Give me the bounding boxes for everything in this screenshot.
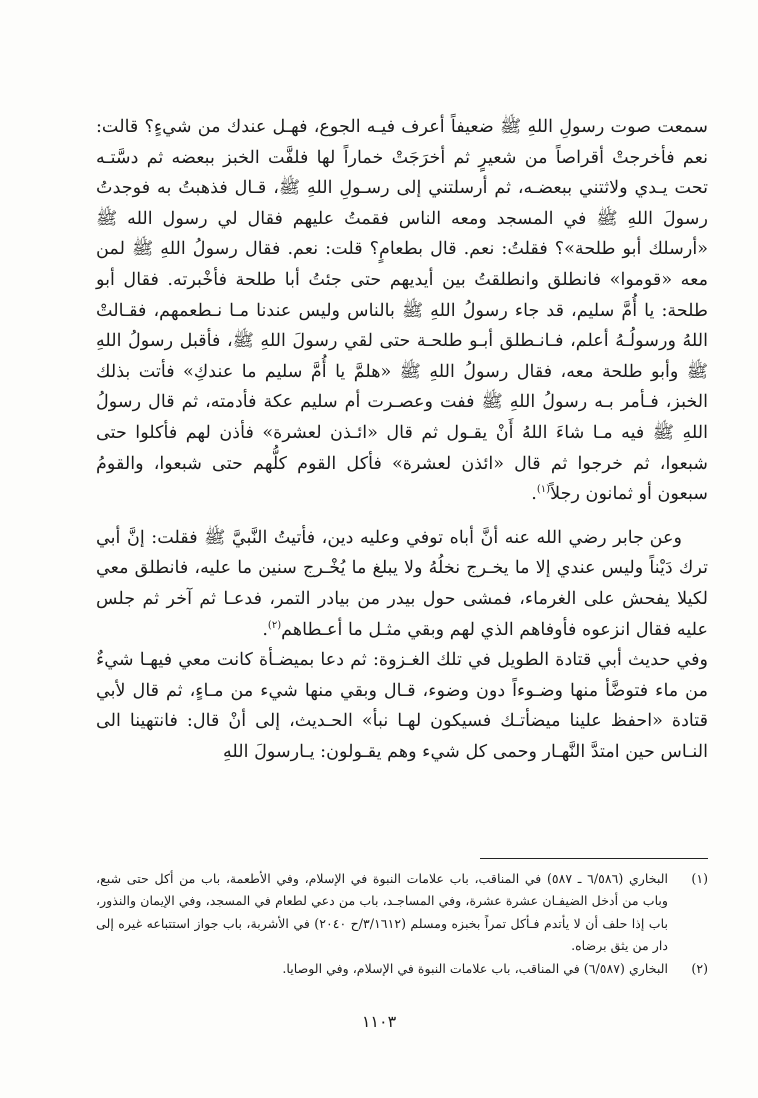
paragraph-1-end: . (531, 484, 537, 505)
paragraph-3 (96, 645, 708, 767)
footnote-divider (480, 858, 708, 859)
footnote-text: البخاري (٦/٥٨٦ ـ ٥٨٧) في المناقب، باب علامات النبوة في الإسلام، وفي الأطعمة، باب من أكل حتى شبع، وباب من أدخل الضيفـان عشرة عشرة، وفي المساجـد، باب من دعي لطعام في المسجد، وفي الإيمان والنذور، باب إذا حلف أن لا يأتدم فـأكل تمراً بخبزه ومسلم (٣/١٦١٢/ح ٢٠٤٠) في الأشربة، باب جواز استتباعه غيره إلى دار من يثق برضاه. (96, 871, 668, 954)
paragraph-1 (96, 112, 708, 510)
paragraph-3-text: وفي حديث أبي قتادة الطويل في تلك الغـزوة: ثم دعا بميضـأة كانت معي فيهـا شيءٌ من ماء فتوضَّأ منها وضـوءاً دون وضوء، قـال وبقي منها شيء من مـاءٍ، ثم قال لأبي قتادة «احفظ علينا ميضأتـك فسيكون لهـا نبأ» الحـديث، إلى أنْ قال: فانتهينا الى النـاس حين امتدَّ النَّهـار وحمى كل شيء وهم يقـولون: يـارسولَ اللهِ (96, 650, 708, 762)
page-number: ١١٠٣ (361, 1012, 397, 1031)
footnote-1 (96, 868, 708, 958)
footnotes (96, 868, 708, 980)
footnote-number: (١) (691, 871, 708, 886)
footnote-text: البخاري (٦/٥٨٧) في المناقب، باب علامات النبوة في الإسلام، وفي الوصايا. (282, 960, 668, 976)
footnote-number: (٢) (691, 960, 708, 976)
footnote-2 (96, 958, 708, 980)
main-text (96, 112, 708, 767)
paragraph-1-text: سمعت صوت رسولِ اللهِ ﷺ ضعيفاً أعرف فيـه الجوع، فهـل عندك من شيءٍ؟ قالت: نعم فأخرجتْ أقراصاً من شعيرٍ ثم أخرَجَتْ خماراً لها فلفَّت الخبز ببعضه ثم دسَّتـه تحت يـدي ولاثتني ببعضـه، ثم أرسلتني إلى رسـولِ اللهِ ﷺ، قـال فذهبتُ به فوجدتُ رسولَ اللهِ ﷺ في المسجد ومعه الناس فقمتُ عليهم فقال لي رسول الله ﷺ «أرسلك أبو طلحة»؟ فقلتُ: نعم. قال بطعامٍ؟ قلت: نعم. فقال رسولُ اللهِ ﷺ لمن معه «قوموا» فانطلق وانطلقتُ بين أيديهم حتى جئتُ أبا طلحة فأخْبرته. فقال أبو طلحة: يا أُمَّ سليم، قد جاء رسولُ اللهِ ﷺ بالناس وليس عندنا مـا نـطعمهم، فقـالتْ اللهُ ورسولُـهُ أعلم، فـانـطلق أبـو طلحـة حتى لقي رسولَ اللهِ ﷺ، فأقبل رسولُ اللهِ ﷺ وأبو طلحة معه، فقال رسولُ اللهِ ﷺ «هلمَّ يا أُمَّ سليم ما عندكِ» فأتت بذلك الخبز، فـأمر بـه رسولُ اللهِ ﷺ ففت وعصـرت أم سليم عكة فأدمته، ثم قال رسولُ اللهِ ﷺ فيه مـا شاءَ اللهُ أَنْ يقـول ثم قال «ائـذن لعشرة» فأذن لهم فأكلوا حتى شبعوا، ثم خرجوا ثم قال «ائذن لعشرة» فأكل القوم كلُّهم حتى شبعوا، والقومُ سبعون أو ثمانون رجلاً (96, 117, 708, 505)
paragraph-2-text: وعن جابر رضي الله عنه أنَّ أباه توفي وعليه دين، فأتيتُ النَّبيَّ ﷺ فقلت: إنَّ أبي ترك دَيْناً وليس عندي إلا ما يخـرج نخلُهُ ولا يبلغ ما يُخْـرج سنين ما عليه، فانطلق معي لكيلا يفحش على الغرماء، فمشى حول بيدر من بيادر التمر، فدعـا ثم آخر ثم جلس عليه فقال انزعوه فأوفاهم الذي لهم وبقي مثـل ما أعـطاهم (96, 527, 708, 640)
footnote-ref-1: (١) (536, 484, 551, 496)
footnote-ref-2: (٢) (267, 619, 282, 631)
paragraph-2-end: . (262, 619, 268, 640)
paragraph-2 (96, 523, 708, 645)
